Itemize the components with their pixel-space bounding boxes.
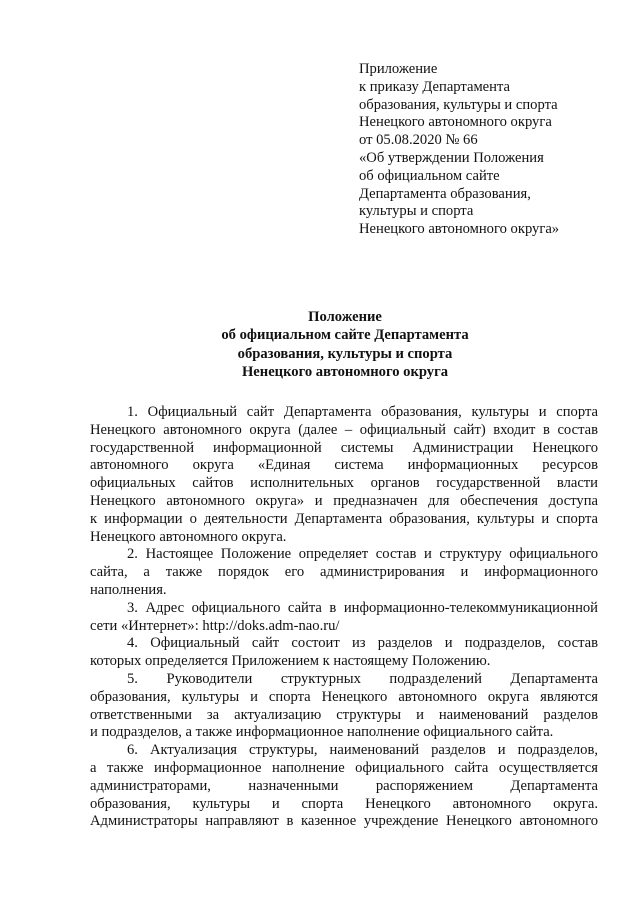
paragraph-line: 6. Актуализация структуры, наименований разделов и подразделов, — [127, 742, 598, 759]
paragraph-line: Ненецкого автономного округа (далее – официальный сайт) входит в состав — [90, 421, 598, 438]
paragraph-line: ответственными за актуализацию структуры и наименований разделов — [90, 706, 598, 723]
paragraph-line: наполнения. — [90, 581, 167, 598]
paragraph-5 — [90, 671, 598, 742]
paragraph-line: 1. Официальный сайт Департамента образования, культуры и спорта — [127, 404, 598, 420]
paragraph-2 — [90, 546, 598, 599]
appendix-line: об официальном сайте — [359, 167, 500, 184]
paragraph-line: 4. Официальный сайт состоит из разделов и подразделов, состав — [127, 635, 598, 652]
document-title — [90, 308, 600, 382]
appendix-header — [359, 61, 609, 239]
title-line: Положение — [308, 309, 382, 325]
paragraph-line: Администраторы направляют в казенное учреждение Ненецкого автономного — [90, 813, 598, 830]
appendix-line: Ненецкого автономного округа» — [359, 221, 560, 238]
paragraph-line: 3. Адрес официального сайта в информационно-телекоммуникационной — [127, 599, 598, 616]
paragraph-line: сети «Интернет»: http://doks.adm-nao.ru/ — [90, 617, 340, 634]
paragraph-line: сайта, а также порядок его администрирования и информационного — [90, 564, 598, 581]
paragraph-line: а также информационное наполнение официального сайта осуществляется — [90, 759, 598, 776]
appendix-line: «Об утверждении Положения — [359, 149, 544, 166]
paragraph-line: официальных сайтов исполнительных органов государственной власти — [90, 475, 598, 492]
appendix-line: Департамента образования, — [359, 185, 531, 202]
appendix-line: культуры и спорта — [359, 203, 474, 220]
paragraph-line: к информации о деятельности Департамента образования, культуры и спорта — [90, 510, 598, 527]
document-body — [90, 404, 598, 831]
paragraph-line: автономного округа «Единая система информационных ресурсов — [90, 457, 598, 474]
paragraph-line: 5. Руководители структурных подразделений Департамента — [127, 670, 598, 687]
paragraph-3 — [90, 600, 598, 636]
paragraph-line: образования, культуры и спорта Ненецкого автономного округа. — [90, 795, 598, 812]
appendix-line: образования, культуры и спорта — [359, 96, 558, 113]
appendix-line: от 05.08.2020 № 66 — [359, 132, 478, 149]
appendix-line: к приказу Департамента — [359, 78, 510, 95]
paragraph-line: Ненецкого автономного округа. — [90, 528, 287, 545]
paragraph-6 — [90, 742, 598, 831]
appendix-line: Ненецкого автономного округа — [359, 114, 552, 131]
paragraph-line: администраторами, назначенными распоряжением Департамента — [90, 777, 598, 794]
appendix-line: Приложение — [359, 61, 438, 77]
paragraph-line: и подразделов, а также информационное наполнение официального сайта. — [90, 724, 554, 741]
title-line: об официальном сайте Департамента — [221, 327, 469, 344]
paragraph-line: образования, культуры и спорта Ненецкого автономного округа являются — [90, 688, 598, 705]
paragraph-line: государственной информационной системы Администрации Ненецкого — [90, 439, 598, 456]
paragraph-4 — [90, 635, 598, 671]
title-line: образования, культуры и спорта — [237, 345, 453, 362]
paragraph-1 — [90, 404, 598, 546]
title-line: Ненецкого автономного округа — [241, 364, 449, 381]
paragraph-line: Ненецкого автономного округа» и предназначен для обеспечения доступа — [90, 492, 598, 509]
paragraph-line: 2. Настоящее Положение определяет состав и структуру официального — [127, 546, 598, 563]
paragraph-line: которых определяется Приложением к настоящему Положению. — [90, 653, 491, 670]
